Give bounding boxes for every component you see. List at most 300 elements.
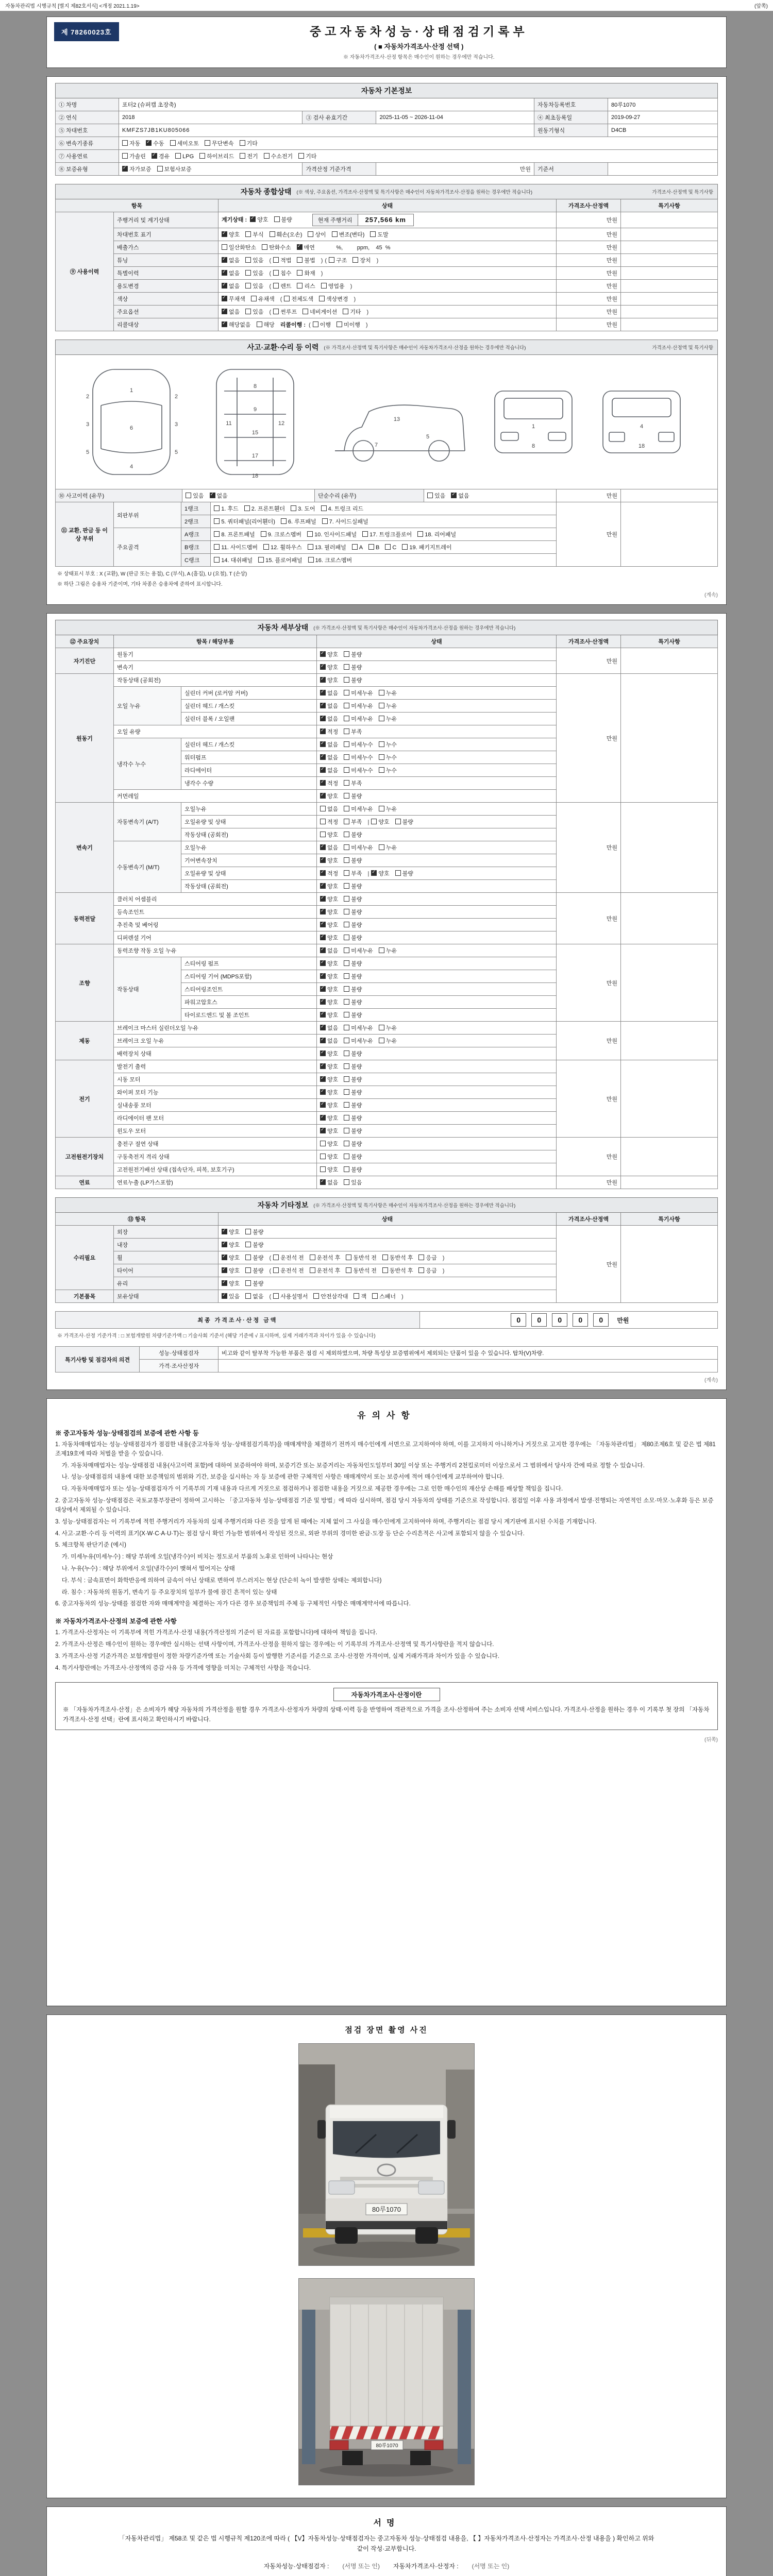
checkbox[interactable] (274, 216, 280, 222)
checkbox-checked[interactable] (320, 767, 326, 773)
checkbox-checked[interactable] (320, 1115, 326, 1121)
checkbox[interactable] (214, 518, 220, 524)
notice-paragraph: 나. 누유(누수) : 해당 부위에서 오일(냉각수)이 맺혀서 떨어지는 상태 (55, 1565, 235, 1572)
checkbox-checked[interactable] (222, 283, 227, 289)
checkbox[interactable] (395, 819, 401, 824)
checkbox-checked[interactable] (222, 321, 227, 327)
checkbox[interactable] (263, 544, 269, 550)
option (427, 493, 445, 499)
checkbox[interactable] (346, 1255, 351, 1260)
price-appraisal-select[interactable]: ( ■ 자동차가격조사·산정 선택 ) (374, 43, 464, 50)
checkbox-checked[interactable] (222, 1267, 227, 1273)
checkbox[interactable] (344, 986, 349, 992)
option-label: 불량 (351, 832, 362, 838)
checkbox[interactable] (382, 1255, 388, 1260)
base-price-value: 만원 (376, 163, 534, 176)
checkbox[interactable] (273, 1255, 279, 1260)
checkbox[interactable] (245, 1280, 251, 1286)
note-cell (621, 803, 718, 893)
checkbox-checked[interactable] (222, 1280, 227, 1286)
checkbox[interactable] (321, 505, 327, 511)
option-label: 세미오토 (177, 141, 199, 147)
checkbox[interactable] (258, 557, 264, 563)
appraiser-sign-field[interactable]: (서명 또는 인) (472, 2562, 510, 2570)
option-label: 양호 (229, 1242, 240, 1248)
svg-text:5: 5 (86, 449, 90, 455)
checkbox[interactable] (379, 754, 384, 760)
checkbox[interactable] (379, 947, 384, 953)
checkbox[interactable] (344, 1141, 349, 1146)
option-label: 부식 (253, 232, 264, 238)
checkbox[interactable] (291, 505, 296, 511)
checkbox-checked[interactable] (210, 493, 215, 498)
table-row (56, 306, 718, 318)
col-header: 항목 / 해당부품 (114, 635, 317, 648)
option (222, 309, 240, 315)
checkbox[interactable] (257, 321, 262, 327)
checkbox[interactable] (320, 832, 326, 837)
checkbox[interactable] (344, 767, 349, 773)
svg-text:3: 3 (86, 421, 90, 428)
checkbox-checked[interactable] (222, 1229, 227, 1234)
option-label: 있음 (253, 283, 264, 290)
title-block (119, 22, 719, 60)
state-cell (317, 1047, 557, 1060)
field-label: ⑤ 차대번호 (56, 124, 119, 137)
checkbox[interactable] (344, 1115, 349, 1121)
checkbox-checked[interactable] (320, 935, 326, 940)
checkbox-checked[interactable] (320, 1038, 326, 1043)
option-label: 미세누유 (351, 1038, 373, 1044)
option (320, 858, 338, 864)
checkbox-checked[interactable] (320, 947, 326, 953)
checkbox[interactable] (379, 844, 384, 850)
checkbox[interactable] (284, 296, 290, 301)
checkbox-checked[interactable] (320, 1102, 326, 1108)
option (273, 309, 297, 315)
option (344, 1051, 362, 1057)
checkbox[interactable] (344, 1166, 349, 1172)
checkbox-checked[interactable] (320, 780, 326, 786)
option (320, 1180, 338, 1186)
checkbox-checked[interactable] (222, 1293, 227, 1299)
header-row (56, 199, 718, 212)
paren-open: ( (309, 322, 311, 328)
checkbox[interactable] (344, 1128, 349, 1133)
checkbox[interactable] (385, 544, 391, 550)
checkbox[interactable] (337, 321, 342, 327)
checkbox[interactable] (322, 518, 328, 524)
checkbox-checked[interactable] (320, 1089, 326, 1095)
checkbox[interactable] (344, 819, 349, 824)
price-cell: 만원 (557, 1138, 621, 1176)
checkbox-checked[interactable] (320, 703, 326, 708)
item-label: 원동기 (114, 648, 317, 661)
checkbox-checked[interactable] (320, 883, 326, 889)
option-label: 양호 (327, 1012, 339, 1019)
checkbox[interactable] (344, 832, 349, 837)
option-label: 수동 (153, 141, 164, 147)
checkbox[interactable] (321, 283, 327, 289)
checkbox[interactable] (273, 283, 279, 289)
option (297, 270, 315, 277)
checkbox[interactable] (352, 257, 358, 263)
checkbox[interactable] (344, 947, 349, 953)
checkbox[interactable] (313, 321, 318, 327)
checkbox-checked[interactable] (222, 1242, 227, 1247)
checkbox[interactable] (346, 1267, 351, 1273)
checkbox-checked[interactable] (320, 1025, 326, 1030)
checkbox-checked[interactable] (222, 1255, 227, 1260)
checkbox-checked[interactable] (320, 896, 326, 902)
checkbox-checked[interactable] (451, 493, 457, 498)
option-label: 6. 루프패널 (288, 519, 316, 525)
table-row (56, 254, 718, 267)
accident-history-options (182, 489, 315, 502)
checkbox[interactable] (245, 1293, 251, 1299)
checkbox[interactable] (344, 690, 349, 696)
checkbox[interactable] (240, 153, 245, 159)
checkbox[interactable] (344, 870, 349, 876)
checkbox[interactable] (319, 296, 325, 301)
checkbox-checked[interactable] (222, 231, 227, 237)
checkbox[interactable] (402, 544, 408, 550)
checkbox[interactable] (245, 270, 251, 276)
checkbox[interactable] (245, 309, 251, 314)
table-row (56, 489, 718, 502)
checkbox-checked[interactable] (320, 844, 326, 850)
checkbox[interactable] (329, 257, 334, 263)
item-label: 충전구 절연 상태 (114, 1138, 317, 1150)
checkbox[interactable] (273, 270, 279, 276)
checkbox[interactable] (344, 1063, 349, 1069)
checkbox[interactable] (245, 231, 251, 237)
checkbox[interactable] (157, 166, 163, 172)
option (214, 545, 258, 551)
checkbox[interactable] (379, 703, 384, 708)
checkbox[interactable] (427, 493, 433, 498)
checkbox[interactable] (307, 531, 313, 537)
checkbox[interactable] (273, 257, 279, 263)
option-label: 17. 트렁크플로어 (369, 532, 412, 538)
state-cell (317, 725, 557, 738)
option (273, 258, 291, 264)
checkbox-checked[interactable] (222, 296, 227, 301)
checkbox[interactable] (344, 793, 349, 799)
checkbox-checked[interactable] (320, 716, 326, 721)
checkbox[interactable] (344, 896, 349, 902)
checkbox[interactable] (245, 1229, 251, 1234)
checkbox[interactable] (344, 922, 349, 927)
option (344, 703, 373, 709)
checkbox[interactable] (320, 806, 326, 811)
simple-repair-label: 단순수리 (유무) (315, 489, 424, 502)
checkbox[interactable] (344, 1089, 349, 1095)
checkbox[interactable] (244, 505, 250, 511)
checkbox[interactable] (344, 935, 349, 940)
checkbox[interactable] (170, 140, 176, 146)
checkbox-checked[interactable] (146, 140, 152, 146)
state-cell (317, 944, 557, 957)
option (273, 1268, 304, 1274)
checkbox-checked[interactable] (320, 677, 326, 683)
state-cell (219, 318, 557, 331)
checkbox-checked[interactable] (320, 690, 326, 696)
checkbox[interactable] (308, 557, 314, 563)
checkbox-checked[interactable] (320, 986, 326, 992)
option-label: 부족 (351, 729, 362, 735)
checkbox[interactable] (344, 999, 349, 1005)
paren-close: ) (401, 1294, 404, 1300)
option-label: 양호 (327, 961, 339, 967)
option-label: 양호 (327, 922, 339, 928)
item-label: 와이퍼 모터 기능 (114, 1086, 317, 1099)
device-label: 자기진단 (56, 648, 114, 674)
checkbox-checked[interactable] (122, 166, 128, 172)
option (222, 322, 251, 328)
checkbox[interactable] (175, 153, 181, 159)
checkbox[interactable] (379, 741, 384, 747)
checkbox[interactable] (344, 754, 349, 760)
field-label: ⑥ 변속기종류 (56, 137, 119, 150)
checkbox[interactable] (344, 909, 349, 914)
checkbox[interactable] (262, 244, 267, 250)
option (320, 832, 338, 838)
checkbox[interactable] (379, 716, 384, 721)
option (320, 1167, 338, 1173)
checkbox[interactable] (264, 153, 270, 159)
checkbox[interactable] (371, 819, 377, 824)
notice-paragraph: 4. 사고·교환·수리 등 이력의 표기(X·W·C·A·U·T)는 점검 당시 확인 가능한 범위에서 작성된 것으로, 외판 부위의 경미한 판금·도장 등 단순 수리흔적은 사고에 포함되지 않을 수 있습니다. (55, 1530, 525, 1537)
inspector-sign-field[interactable]: (서명 또는 인) (342, 2562, 380, 2570)
option-label: 누유 (385, 690, 397, 697)
checkbox-checked[interactable] (320, 741, 326, 747)
checkbox[interactable] (273, 1293, 279, 1299)
checkbox[interactable] (308, 231, 313, 237)
checkbox[interactable] (281, 518, 287, 524)
option (320, 1141, 338, 1147)
checkbox[interactable] (344, 1038, 349, 1043)
checkbox[interactable] (344, 806, 349, 811)
checkbox[interactable] (199, 153, 205, 159)
checkbox[interactable] (344, 857, 349, 863)
checkbox-checked[interactable] (371, 870, 377, 876)
checkbox[interactable] (344, 1102, 349, 1108)
checkbox[interactable] (245, 257, 251, 263)
checkbox[interactable] (303, 309, 308, 314)
checkbox[interactable] (273, 309, 279, 314)
checkbox-checked[interactable] (320, 922, 326, 927)
checkbox[interactable] (344, 716, 349, 721)
checkbox[interactable] (298, 153, 304, 159)
checkbox[interactable] (344, 1012, 349, 1018)
checkbox[interactable] (320, 1154, 326, 1159)
checkbox-checked[interactable] (320, 909, 326, 914)
checkbox[interactable] (344, 780, 349, 786)
checkbox-checked[interactable] (320, 793, 326, 799)
checkbox[interactable] (382, 1267, 388, 1273)
checkbox-checked[interactable] (320, 1076, 326, 1082)
svg-text:4: 4 (640, 423, 644, 430)
checkbox-checked[interactable] (320, 1012, 326, 1018)
checkbox[interactable] (297, 257, 303, 263)
checkbox[interactable] (344, 741, 349, 747)
checkbox[interactable] (310, 1267, 315, 1273)
state-cell (317, 713, 557, 725)
option-label: 불량 (351, 1103, 362, 1109)
checkbox[interactable] (245, 283, 251, 289)
checkbox-checked[interactable] (320, 1050, 326, 1056)
checkbox[interactable] (362, 531, 368, 537)
checkbox-checked[interactable] (320, 960, 326, 966)
checkbox[interactable] (344, 651, 349, 657)
checkbox[interactable] (245, 1242, 251, 1247)
checkbox[interactable] (379, 767, 384, 773)
field-label: ④ 최초등록일 (534, 111, 608, 124)
checkbox-checked[interactable] (222, 270, 227, 276)
checkbox[interactable] (344, 844, 349, 850)
rank-items (211, 515, 557, 528)
state-code-legend: ※ 상태표시 부호 : X (교환), W (판금 또는 용접), C (부식), A (흠집), U (요철), T (손상) (57, 571, 247, 577)
checkbox[interactable] (320, 819, 326, 824)
option (308, 557, 352, 564)
state-cell (317, 841, 557, 854)
checkbox[interactable] (310, 1255, 315, 1260)
checkbox[interactable] (379, 690, 384, 696)
checkbox[interactable] (245, 1267, 251, 1273)
table-row (56, 893, 718, 906)
checkbox[interactable] (379, 1025, 384, 1030)
checkbox-checked[interactable] (320, 870, 326, 876)
option-label: 하이브리드 (207, 154, 234, 160)
checkbox[interactable] (352, 544, 358, 550)
option (320, 1064, 338, 1070)
checkbox-checked[interactable] (320, 1128, 326, 1133)
checkbox[interactable] (313, 1293, 319, 1299)
subgroup-label: 오일 누유 (114, 687, 181, 725)
checkbox[interactable] (368, 544, 374, 550)
checkbox[interactable] (344, 664, 349, 670)
checkbox[interactable] (370, 231, 376, 237)
checkbox[interactable] (240, 140, 245, 146)
notice-paragraph: 가. 미세누유(미세누수) : 해당 부위에 오일(냉각수)이 비치는 정도로서 부품의 노후로 인하여 나타나는 현상 (55, 1554, 333, 1561)
checkbox[interactable] (344, 1050, 349, 1056)
checkbox[interactable] (379, 806, 384, 811)
checkbox-checked[interactable] (320, 999, 326, 1005)
checkbox[interactable] (320, 1141, 326, 1146)
checkbox[interactable] (214, 505, 220, 511)
table-row (56, 1176, 718, 1189)
checkbox[interactable] (344, 973, 349, 979)
state-cell (317, 816, 557, 828)
checkbox[interactable] (343, 309, 348, 314)
checkbox[interactable] (372, 1293, 378, 1299)
option-label: 양호 (327, 1128, 339, 1134)
option (379, 768, 397, 774)
checkbox[interactable] (344, 677, 349, 683)
item-label: 오일 유량 (114, 725, 317, 738)
checkbox[interactable] (417, 531, 423, 537)
checkbox-checked[interactable] (320, 1063, 326, 1069)
checkbox[interactable] (344, 728, 349, 734)
price-cell: 만원 (557, 803, 621, 893)
checkbox[interactable] (205, 140, 210, 146)
checkbox[interactable] (122, 153, 128, 159)
option (344, 716, 373, 722)
checkbox-checked[interactable] (320, 1179, 326, 1185)
checkbox[interactable] (344, 703, 349, 708)
paren-open: ( (269, 283, 272, 290)
checkbox[interactable] (308, 544, 313, 550)
checkbox-checked[interactable] (297, 244, 303, 250)
checkbox-checked[interactable] (152, 153, 157, 159)
checkbox-checked[interactable] (250, 216, 256, 222)
checkbox-checked[interactable] (320, 973, 326, 979)
checkbox[interactable] (344, 1154, 349, 1159)
checkbox[interactable] (214, 544, 220, 550)
checkbox[interactable] (418, 1267, 424, 1273)
checkbox-checked[interactable] (320, 728, 326, 734)
checkbox[interactable] (418, 1255, 424, 1260)
checkbox[interactable] (214, 557, 220, 563)
checkbox[interactable] (344, 1025, 349, 1030)
checkbox[interactable] (344, 1076, 349, 1082)
checkbox[interactable] (320, 1166, 326, 1172)
option-label: 적정 (327, 781, 339, 787)
checkbox-checked[interactable] (320, 664, 326, 670)
checkbox-checked[interactable] (222, 309, 227, 314)
svg-text:5: 5 (174, 449, 178, 455)
checkbox[interactable] (297, 283, 303, 289)
checkbox[interactable] (222, 244, 227, 250)
option (320, 806, 338, 812)
checkbox[interactable] (261, 531, 266, 537)
option-label: 양호 (229, 1281, 240, 1287)
checkbox[interactable] (332, 231, 338, 237)
subgroup-label: 작동상태 (114, 957, 181, 1022)
device-label: 고전원전기장치 (56, 1138, 114, 1176)
checkbox[interactable] (186, 493, 191, 498)
field-label: ③ 검사 유효기간 (303, 111, 376, 124)
option-label: 누수 (385, 755, 397, 761)
checkbox[interactable] (344, 960, 349, 966)
accident-ranks-table (55, 502, 718, 567)
checkbox[interactable] (354, 1293, 359, 1299)
checkbox[interactable] (245, 1255, 251, 1260)
checkbox[interactable] (344, 1179, 349, 1185)
checkbox-checked[interactable] (320, 651, 326, 657)
checkbox-checked[interactable] (320, 857, 326, 863)
checkbox-checked[interactable] (222, 257, 227, 263)
checkbox[interactable] (344, 883, 349, 889)
checkbox[interactable] (214, 531, 220, 537)
checkbox[interactable] (270, 231, 275, 237)
table-row (56, 1312, 718, 1329)
checkbox[interactable] (251, 296, 257, 301)
checkbox[interactable] (379, 1038, 384, 1043)
option (320, 819, 338, 825)
price-cell: 만원 (557, 489, 621, 502)
checkbox-checked[interactable] (320, 754, 326, 760)
option-label: 양호 (229, 1268, 240, 1274)
price-cell: 만원 (557, 1226, 621, 1303)
state-cell (219, 1290, 557, 1303)
checkbox[interactable] (122, 140, 128, 146)
option (297, 245, 315, 251)
checkbox[interactable] (297, 270, 303, 276)
checkbox[interactable] (273, 1267, 279, 1273)
checkbox[interactable] (395, 870, 401, 876)
